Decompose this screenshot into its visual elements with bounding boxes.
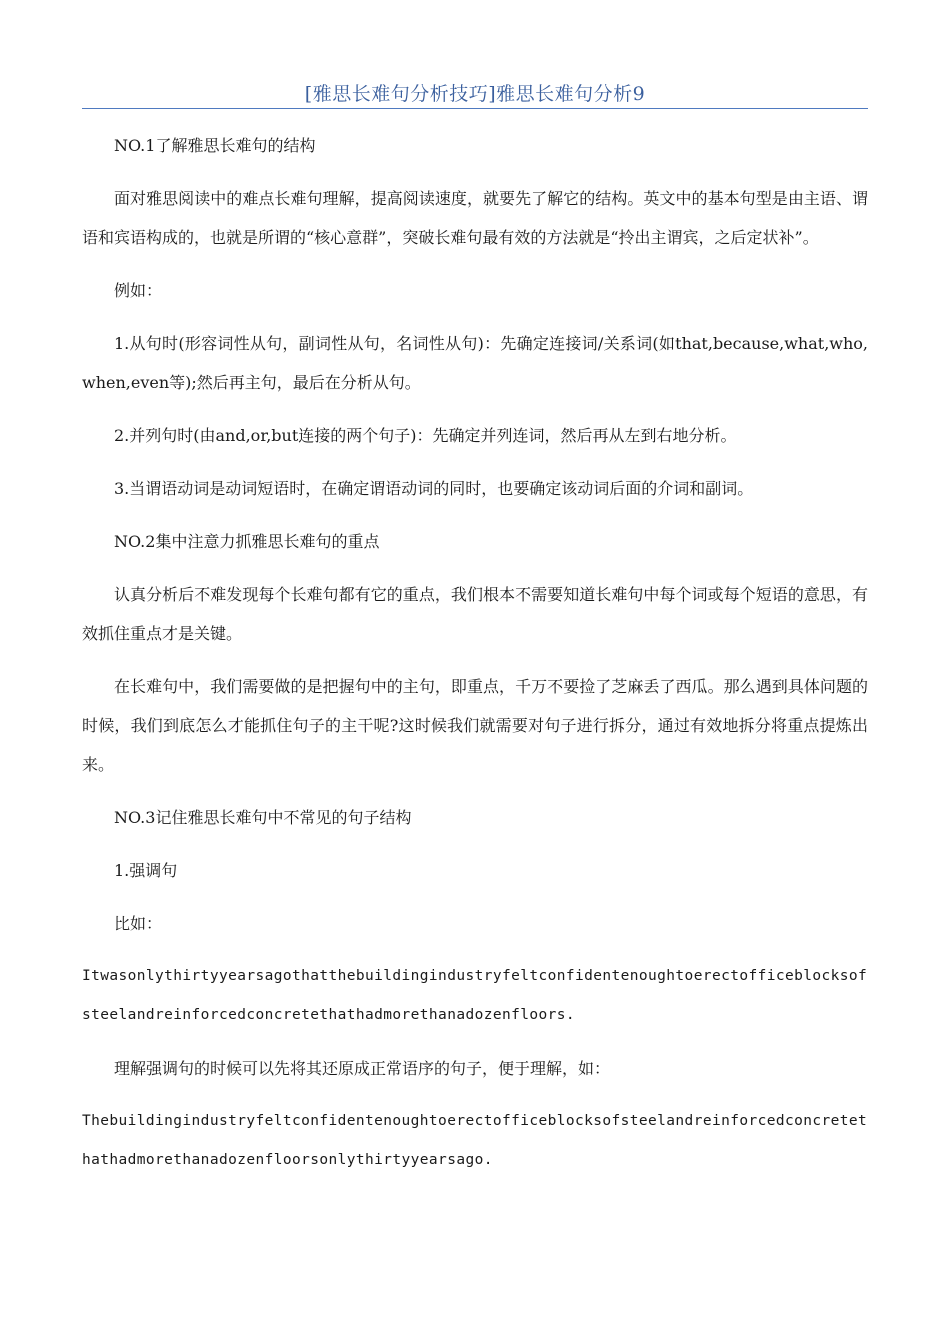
section-heading-2: NO.2集中注意力抓雅思长难句的重点 (114, 532, 380, 551)
example-sentence: Itwasonlythirtyyearsagothatthebuildingindustryfeltconfidentenoughtoerectofficeblocksofsteelandreinforcedconcretethathadmorethanadozenfloors. (82, 968, 868, 1023)
paragraph: 比如： (114, 914, 163, 933)
document-title: [雅思长难句分析技巧]雅思长难句分析9 (304, 83, 646, 105)
document-body (82, 126, 868, 1194)
list-item: 1.强调句 (114, 861, 178, 880)
list-item: 1.从句时(形容词性从句，副词性从句，名词性从句)：先确定连接词/关系词(如that,because,what,who,when,even等);然后再主句，最后在分析从句。 (82, 334, 868, 392)
paragraph: 例如： (114, 281, 163, 300)
title-divider (82, 108, 868, 109)
list-item: 2.并列句时(由and,or,but连接的两个句子)：先确定并列连词，然后再从左到右地分析。 (114, 426, 737, 445)
paragraph: 认真分析后不难发现每个长难句都有它的重点，我们根本不需要知道长难句中每个词或每个短语的意思，有效抓住重点才是关键。 (82, 585, 868, 643)
paragraph: 理解强调句的时候可以先将其还原成正常语序的句子，便于理解，如： (114, 1059, 611, 1078)
paragraph: 面对雅思阅读中的难点长难句理解，提高阅读速度，就要先了解它的结构。英文中的基本句型是由主语、谓语和宾语构成的，也就是所谓的“核心意群”，突破长难句最有效的方法就是“拎出主谓宾，之后定状补”。 (82, 189, 868, 247)
list-item: 3.当谓语动词是动词短语时，在确定谓语动词的同时，也要确定该动词后面的介词和副词。 (114, 479, 754, 498)
section-heading-3: NO.3记住雅思长难句中不常见的句子结构 (114, 808, 412, 827)
paragraph: 在长难句中，我们需要做的是把握句中的主句，即重点，千万不要捡了芝麻丢了西瓜。那么遇到具体问题的时候，我们到底怎么才能抓住句子的主干呢?这时候我们就需要对句子进行拆分，通过有效地拆分将重点提炼出来。 (82, 677, 868, 774)
example-sentence: Thebuildingindustryfeltconfidentenoughtoerectofficeblocksofsteelandreinforcedconcretethathadmorethanadozenfloorsonlythirtyyearsago. (82, 1113, 868, 1168)
section-heading-1: NO.1了解雅思长难句的结构 (114, 136, 316, 155)
